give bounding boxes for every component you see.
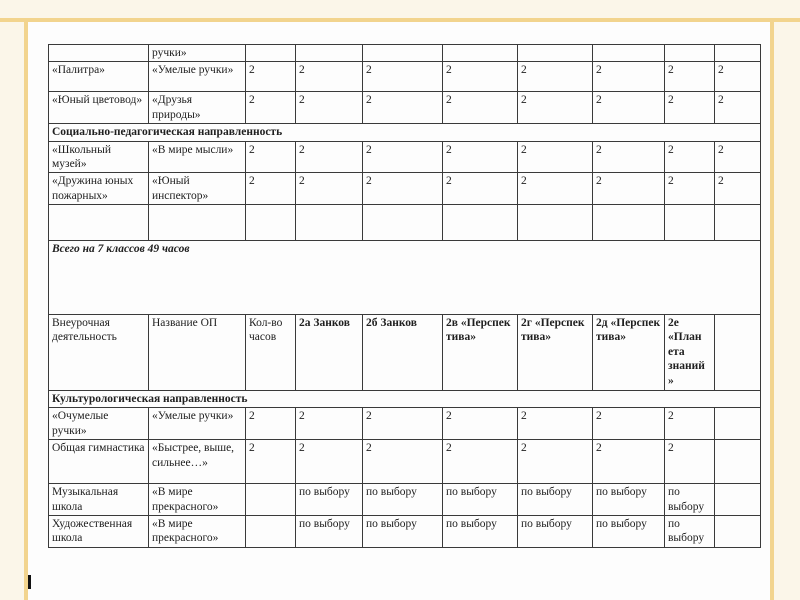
cell-value: 2	[518, 408, 593, 440]
cell-value: 2	[665, 62, 715, 92]
table-row	[49, 62, 761, 92]
cell-hours	[246, 45, 296, 62]
cell-hours	[246, 484, 296, 516]
cell-value: 2	[363, 62, 443, 92]
total-row	[49, 241, 761, 315]
cell-value: по выбору	[518, 515, 593, 547]
cell-value	[518, 45, 593, 62]
cell-value: по выбору	[593, 515, 665, 547]
cell-value: 2	[443, 173, 518, 205]
empty-cell	[363, 205, 443, 241]
section-heading-culture: Культурологическая направленность	[49, 391, 761, 408]
cell-value	[715, 45, 761, 62]
cell-value	[296, 45, 363, 62]
cell-value: 2	[363, 141, 443, 173]
cell-value: 2	[665, 173, 715, 205]
cell-value	[665, 45, 715, 62]
section-heading-social: Социально-педагогическая направленность	[49, 124, 761, 141]
cell-activity: «Дружина юных пожарных»	[49, 173, 149, 205]
cell-value: 2	[715, 141, 761, 173]
section-row	[49, 391, 761, 408]
cell-value: 2	[665, 408, 715, 440]
cell-value	[715, 440, 761, 484]
cell-value: по выбору	[363, 515, 443, 547]
cell-value: 2	[715, 173, 761, 205]
cell-hours: 2	[246, 440, 296, 484]
cell-value: 2	[296, 408, 363, 440]
empty-cell	[296, 205, 363, 241]
empty-cell	[49, 205, 149, 241]
table-row	[49, 92, 761, 124]
cell-value: 2	[665, 92, 715, 124]
cell-program: «Умелые ручки»	[149, 62, 246, 92]
cell-value	[593, 45, 665, 62]
cell-program: «Быстрее, выше, сильнее…»	[149, 440, 246, 484]
cell-value: 2	[593, 62, 665, 92]
cell-value: 2	[363, 440, 443, 484]
cell-activity: Художественная школа	[49, 515, 149, 547]
cell-value: 2	[518, 440, 593, 484]
cell-value: по выбору	[443, 515, 518, 547]
empty-cell	[715, 315, 761, 391]
cell-value: 2	[363, 408, 443, 440]
table-row	[49, 408, 761, 440]
cell-hours	[246, 515, 296, 547]
cell-value	[363, 45, 443, 62]
cell-value: 2	[593, 92, 665, 124]
header-class-2v: 2в «Перспек тива»	[443, 315, 518, 391]
cell-value: 2	[443, 440, 518, 484]
table-row	[49, 141, 761, 173]
header-class-2g: 2г «Перспек тива»	[518, 315, 593, 391]
cell-value: 2	[715, 62, 761, 92]
cell-value	[715, 484, 761, 516]
cell-value	[715, 408, 761, 440]
cell-value: по выбору	[665, 515, 715, 547]
empty-row	[49, 205, 761, 241]
cell-program: «Умелые ручки»	[149, 408, 246, 440]
section-row	[49, 124, 761, 141]
cell-value: 2	[363, 173, 443, 205]
cell-value: 2	[443, 62, 518, 92]
cell-value: 2	[518, 141, 593, 173]
cell-value: 2	[665, 141, 715, 173]
table-row	[49, 45, 761, 62]
scanned-document	[28, 22, 770, 600]
cell-value: 2	[363, 92, 443, 124]
cell-value: по выбору	[593, 484, 665, 516]
cell-value	[443, 45, 518, 62]
cell-value: 2	[593, 141, 665, 173]
cell-value: 2	[665, 440, 715, 484]
cell-value: 2	[443, 141, 518, 173]
table-row	[49, 484, 761, 516]
cell-activity: «Очумелые ручки»	[49, 408, 149, 440]
cell-value: 2	[296, 141, 363, 173]
cell-value: по выбору	[443, 484, 518, 516]
cell-value: 2	[593, 173, 665, 205]
cell-program: «Друзья природы»	[149, 92, 246, 124]
header-hours: Кол-во часов	[246, 315, 296, 391]
cell-value: 2	[715, 92, 761, 124]
cell-program: «В мире прекрасного»	[149, 484, 246, 516]
schedule-table	[48, 44, 761, 548]
cell-hours: 2	[246, 62, 296, 92]
cell-value: 2	[296, 92, 363, 124]
cell-program: ручки»	[149, 45, 246, 62]
cell-activity	[49, 45, 149, 62]
cell-value: 2	[296, 173, 363, 205]
slide-frame-top	[0, 0, 800, 22]
cell-program: «Юный инспектор»	[149, 173, 246, 205]
cell-value	[715, 515, 761, 547]
cell-hours: 2	[246, 92, 296, 124]
scan-mark	[28, 575, 31, 589]
cell-value: 2	[593, 408, 665, 440]
empty-cell	[518, 205, 593, 241]
header-class-2d: 2д «Перспек тива»	[593, 315, 665, 391]
cell-value: по выбору	[296, 515, 363, 547]
cell-activity: «Школьный музей»	[49, 141, 149, 173]
empty-cell	[443, 205, 518, 241]
table-row	[49, 440, 761, 484]
cell-value: по выбору	[518, 484, 593, 516]
cell-value: 2	[518, 92, 593, 124]
total-hours-text: Всего на 7 классов 49 часов	[49, 241, 761, 315]
cell-activity: «Юный цветовод»	[49, 92, 149, 124]
cell-activity: «Палитра»	[49, 62, 149, 92]
cell-program: «В мире прекрасного»	[149, 515, 246, 547]
empty-cell	[149, 205, 246, 241]
cell-value: по выбору	[665, 484, 715, 516]
cell-value: 2	[296, 440, 363, 484]
empty-cell	[715, 205, 761, 241]
empty-cell	[593, 205, 665, 241]
empty-cell	[665, 205, 715, 241]
cell-hours: 2	[246, 141, 296, 173]
header-class-2e: 2е «План ета знаний »	[665, 315, 715, 391]
cell-value: 2	[296, 62, 363, 92]
cell-hours: 2	[246, 408, 296, 440]
empty-cell	[246, 205, 296, 241]
cell-value: по выбору	[363, 484, 443, 516]
cell-activity: Общая гимнастика	[49, 440, 149, 484]
header-program: Название ОП	[149, 315, 246, 391]
header-activity: Внеурочная деятельность	[49, 315, 149, 391]
slide-frame-left	[0, 22, 28, 600]
cell-value: 2	[518, 62, 593, 92]
header-row	[49, 315, 761, 391]
slide-frame-right	[770, 22, 800, 600]
cell-hours: 2	[246, 173, 296, 205]
cell-program: «В мире мысли»	[149, 141, 246, 173]
table-row	[49, 515, 761, 547]
cell-value: по выбору	[296, 484, 363, 516]
cell-value: 2	[443, 408, 518, 440]
header-class-2b: 2б Занков	[363, 315, 443, 391]
header-class-2a: 2а Занков	[296, 315, 363, 391]
table-row	[49, 173, 761, 205]
cell-value: 2	[518, 173, 593, 205]
cell-activity: Музыкальная школа	[49, 484, 149, 516]
cell-value: 2	[593, 440, 665, 484]
cell-value: 2	[443, 92, 518, 124]
